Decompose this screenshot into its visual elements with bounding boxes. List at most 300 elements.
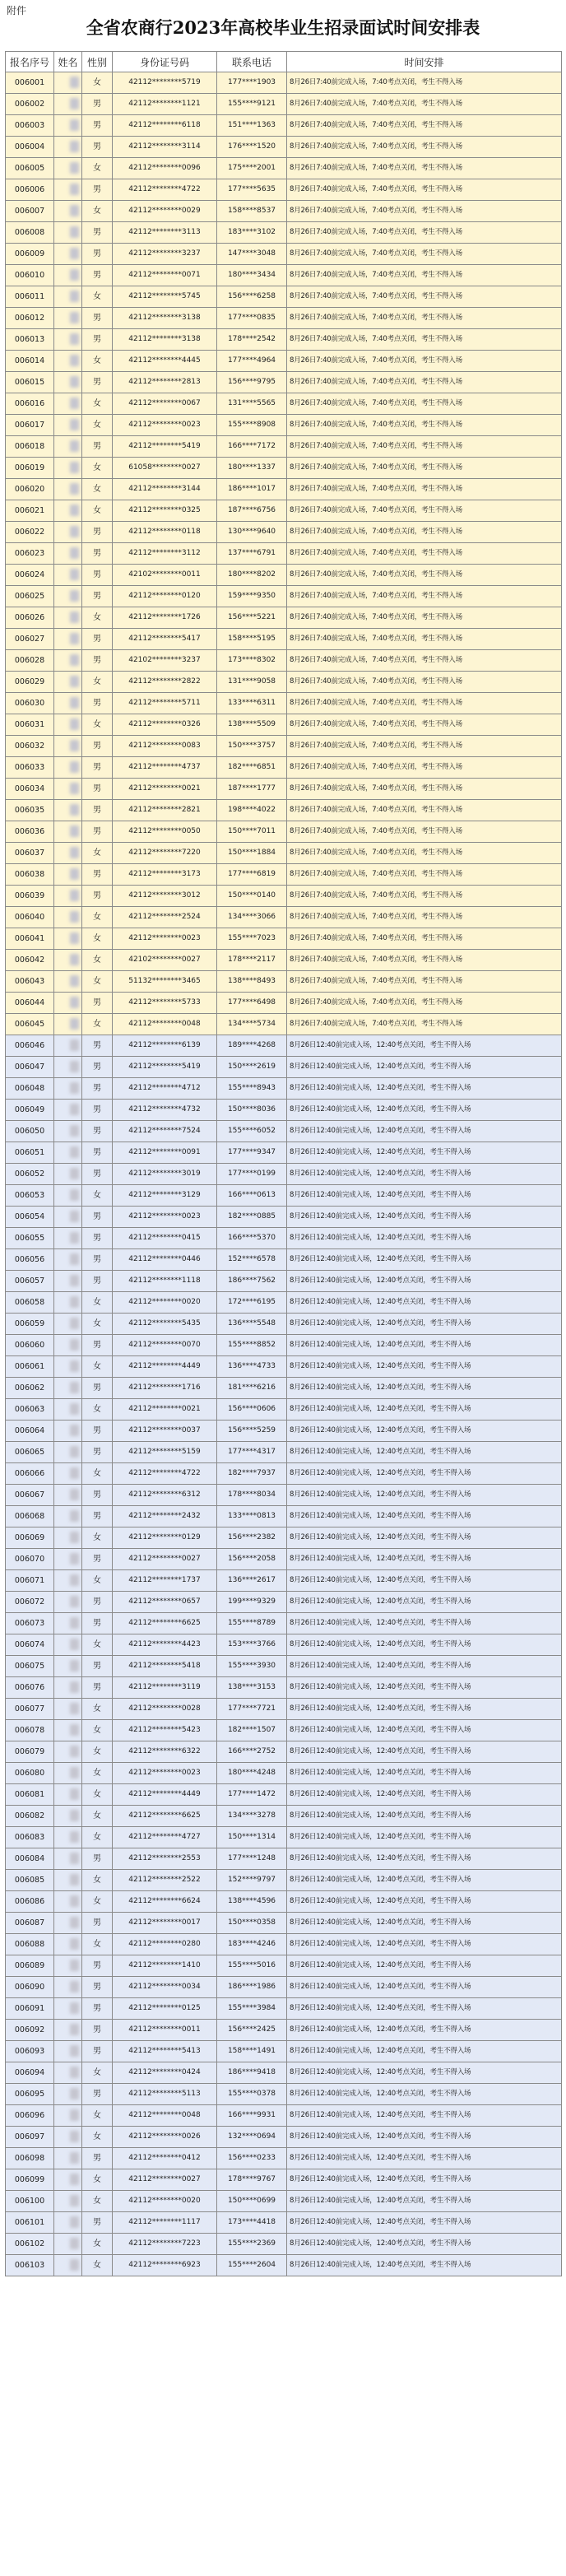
cell-id-number: 42112********2432 — [113, 1506, 217, 1527]
cell-phone: 180****3434 — [217, 265, 287, 286]
name-redaction-mark — [70, 1211, 79, 1222]
name-redaction-mark — [70, 1275, 79, 1286]
cell-reg-no: 006018 — [6, 436, 54, 458]
cell-phone: 182****0885 — [217, 1207, 287, 1228]
cell-gender: 女 — [82, 2105, 113, 2127]
cell-id-number: 42112********0050 — [113, 821, 217, 843]
cell-name — [54, 1977, 82, 1998]
cell-phone: 138****8493 — [217, 971, 287, 993]
table-row — [6, 1763, 562, 1784]
cell-name — [54, 329, 82, 351]
cell-phone: 182****1507 — [217, 1720, 287, 1741]
cell-id-number: 42112********0023 — [113, 1763, 217, 1784]
table-row — [6, 1014, 562, 1035]
cell-gender: 女 — [82, 1570, 113, 1592]
cell-schedule: 8月26日7:40前完成入场，7:40考点关闭，考生不得入场 — [287, 714, 562, 736]
table-row — [6, 2191, 562, 2212]
name-redaction-mark — [70, 932, 79, 944]
cell-id-number: 42112********6139 — [113, 1035, 217, 1057]
name-redaction-mark — [70, 1788, 79, 1800]
cell-gender: 女 — [82, 1741, 113, 1763]
cell-schedule: 8月26日12:40前完成入场，12:40考点关闭，考生不得入场 — [287, 1527, 562, 1549]
cell-phone: 131****5565 — [217, 393, 287, 415]
cell-phone: 175****2001 — [217, 158, 287, 179]
cell-phone: 182****6851 — [217, 757, 287, 779]
cell-gender: 男 — [82, 886, 113, 907]
name-redaction-mark — [70, 312, 79, 323]
cell-reg-no: 006098 — [6, 2148, 54, 2169]
cell-phone: 180****8202 — [217, 565, 287, 586]
table-row — [6, 757, 562, 779]
cell-reg-no: 006097 — [6, 2127, 54, 2148]
name-redaction-mark — [70, 419, 79, 430]
cell-phone: 156****6258 — [217, 286, 287, 308]
cell-phone: 178****9767 — [217, 2169, 287, 2191]
name-redaction-mark — [70, 1168, 79, 1179]
cell-name — [54, 757, 82, 779]
cell-gender: 男 — [82, 2084, 113, 2105]
cell-reg-no: 006054 — [6, 1207, 54, 1228]
name-redaction-mark — [70, 2002, 79, 2014]
cell-name — [54, 1207, 82, 1228]
cell-gender: 男 — [82, 693, 113, 714]
cell-gender: 女 — [82, 2169, 113, 2191]
name-redaction-mark — [70, 1553, 79, 1565]
cell-id-number: 42112********0048 — [113, 2105, 217, 2127]
cell-reg-no: 006089 — [6, 1955, 54, 1977]
cell-schedule: 8月26日12:40前完成入场，12:40考点关闭，考生不得入场 — [287, 2255, 562, 2276]
cell-id-number: 42112********0096 — [113, 158, 217, 179]
cell-schedule: 8月26日12:40前完成入场，12:40考点关闭，考生不得入场 — [287, 1228, 562, 1249]
cell-reg-no: 006032 — [6, 736, 54, 757]
cell-reg-no: 006057 — [6, 1271, 54, 1292]
table-row — [6, 993, 562, 1014]
cell-id-number: 42112********0118 — [113, 522, 217, 543]
cell-phone: 177****6819 — [217, 864, 287, 886]
cell-name — [54, 1399, 82, 1421]
attachment-label: 附件 — [7, 5, 27, 16]
table-row — [6, 565, 562, 586]
cell-phone: 136****4733 — [217, 1356, 287, 1378]
cell-phone: 181****6216 — [217, 1378, 287, 1399]
cell-phone: 177****0199 — [217, 1164, 287, 1185]
cell-schedule: 8月26日7:40前完成入场，7:40考点关闭，考生不得入场 — [287, 329, 562, 351]
cell-schedule: 8月26日7:40前完成入场，7:40考点关闭，考生不得入场 — [287, 265, 562, 286]
cell-id-number: 42112********0011 — [113, 2020, 217, 2041]
cell-name — [54, 2148, 82, 2169]
table-row — [6, 286, 562, 308]
cell-id-number: 42112********3114 — [113, 137, 217, 158]
cell-gender: 男 — [82, 1442, 113, 1463]
cell-id-number: 42112********5419 — [113, 436, 217, 458]
cell-phone: 138****3153 — [217, 1677, 287, 1699]
cell-reg-no: 006019 — [6, 458, 54, 479]
cell-gender: 男 — [82, 308, 113, 329]
cell-gender: 女 — [82, 286, 113, 308]
cell-schedule: 8月26日7:40前完成入场，7:40考点关闭，考生不得入场 — [287, 607, 562, 629]
table-row — [6, 800, 562, 821]
cell-name — [54, 94, 82, 115]
cell-gender: 女 — [82, 2234, 113, 2255]
cell-schedule: 8月26日12:40前完成入场，12:40考点关闭，考生不得入场 — [287, 2062, 562, 2084]
name-redaction-mark — [70, 248, 79, 259]
cell-gender: 男 — [82, 2020, 113, 2041]
cell-gender: 女 — [82, 201, 113, 222]
cell-id-number: 42112********3113 — [113, 222, 217, 244]
cell-phone: 177****1248 — [217, 1848, 287, 1870]
cell-schedule: 8月26日12:40前完成入场，12:40考点关闭，考生不得入场 — [287, 1634, 562, 1656]
cell-phone: 158****1491 — [217, 2041, 287, 2062]
name-redaction-mark — [70, 226, 79, 238]
cell-gender: 男 — [82, 821, 113, 843]
cell-phone: 155****8852 — [217, 1335, 287, 1356]
cell-gender: 男 — [82, 1955, 113, 1977]
cell-reg-no: 006010 — [6, 265, 54, 286]
cell-gender: 女 — [82, 1934, 113, 1955]
cell-name — [54, 1228, 82, 1249]
cell-schedule: 8月26日12:40前完成入场，12:40考点关闭，考生不得入场 — [287, 1613, 562, 1634]
cell-schedule: 8月26日12:40前完成入场，12:40考点关闭，考生不得入场 — [287, 1207, 562, 1228]
cell-name — [54, 1527, 82, 1549]
cell-gender: 男 — [82, 1121, 113, 1142]
cell-phone: 155****0378 — [217, 2084, 287, 2105]
cell-schedule: 8月26日7:40前完成入场，7:40考点关闭，考生不得入场 — [287, 522, 562, 543]
cell-gender: 女 — [82, 415, 113, 436]
cell-gender: 女 — [82, 928, 113, 950]
cell-id-number: 42112********1121 — [113, 94, 217, 115]
table-row — [6, 672, 562, 693]
cell-gender: 女 — [82, 1827, 113, 1848]
name-redaction-mark — [70, 1253, 79, 1265]
table-row — [6, 393, 562, 415]
cell-phone: 187****1777 — [217, 779, 287, 800]
cell-name — [54, 286, 82, 308]
cell-name — [54, 522, 82, 543]
cell-schedule: 8月26日7:40前完成入场，7:40考点关闭，考生不得入场 — [287, 458, 562, 479]
cell-gender: 男 — [82, 1677, 113, 1699]
cell-gender: 男 — [82, 629, 113, 650]
cell-reg-no: 006078 — [6, 1720, 54, 1741]
cell-gender: 男 — [82, 565, 113, 586]
cell-name — [54, 265, 82, 286]
cell-gender: 男 — [82, 757, 113, 779]
name-redaction-mark — [70, 847, 79, 858]
cell-gender: 男 — [82, 779, 113, 800]
cell-id-number: 42112********3012 — [113, 886, 217, 907]
name-redaction-mark — [70, 1318, 79, 1329]
cell-reg-no: 006001 — [6, 72, 54, 94]
name-redaction-mark — [70, 718, 79, 730]
table-row — [6, 1506, 562, 1527]
cell-name — [54, 1699, 82, 1720]
cell-name — [54, 1784, 82, 1806]
cell-phone: 180****4248 — [217, 1763, 287, 1784]
cell-reg-no: 006033 — [6, 757, 54, 779]
cell-id-number: 42112********7223 — [113, 2234, 217, 2255]
cell-reg-no: 006073 — [6, 1613, 54, 1634]
cell-reg-no: 006048 — [6, 1078, 54, 1100]
cell-gender: 男 — [82, 2041, 113, 2062]
table-row — [6, 928, 562, 950]
cell-schedule: 8月26日7:40前完成入场，7:40考点关闭，考生不得入场 — [287, 179, 562, 201]
name-redaction-mark — [70, 997, 79, 1008]
name-redaction-mark — [70, 1532, 79, 1543]
cell-id-number: 42112********3237 — [113, 244, 217, 265]
name-redaction-mark — [70, 141, 79, 152]
table-row — [6, 1784, 562, 1806]
cell-phone: 156****9795 — [217, 372, 287, 393]
cell-gender: 女 — [82, 458, 113, 479]
cell-id-number: 42112********4449 — [113, 1356, 217, 1378]
cell-id-number: 42112********6625 — [113, 1806, 217, 1827]
cell-name — [54, 1634, 82, 1656]
cell-reg-no: 006021 — [6, 500, 54, 522]
cell-name — [54, 1142, 82, 1164]
cell-name — [54, 1314, 82, 1335]
name-redaction-mark — [70, 2045, 79, 2057]
cell-id-number: 42112********0034 — [113, 1977, 217, 1998]
name-redaction-mark — [70, 505, 79, 516]
name-redaction-mark — [70, 1981, 79, 1992]
cell-reg-no: 006015 — [6, 372, 54, 393]
cell-phone: 150****1884 — [217, 843, 287, 864]
cell-reg-no: 006005 — [6, 158, 54, 179]
cell-phone: 166****5370 — [217, 1228, 287, 1249]
cell-name — [54, 1549, 82, 1570]
cell-phone: 155****2369 — [217, 2234, 287, 2255]
cell-name — [54, 907, 82, 928]
cell-phone: 153****3766 — [217, 1634, 287, 1656]
table-row — [6, 265, 562, 286]
cell-gender: 男 — [82, 1421, 113, 1442]
cell-reg-no: 006093 — [6, 2041, 54, 2062]
table-row — [6, 1442, 562, 1463]
cell-name — [54, 2041, 82, 2062]
cell-phone: 166****0613 — [217, 1185, 287, 1207]
table-row — [6, 1057, 562, 1078]
cell-reg-no: 006076 — [6, 1677, 54, 1699]
table-row — [6, 1592, 562, 1613]
name-redaction-mark — [70, 2152, 79, 2164]
header-reg-no: 报名序号 — [6, 52, 54, 72]
cell-gender: 男 — [82, 1249, 113, 1271]
cell-name — [54, 1934, 82, 1955]
cell-schedule: 8月26日7:40前完成入场，7:40考点关闭，考生不得入场 — [287, 308, 562, 329]
table-row — [6, 1570, 562, 1592]
cell-phone: 151****1363 — [217, 115, 287, 137]
header-name: 姓名 — [54, 52, 82, 72]
cell-name — [54, 1827, 82, 1848]
table-row — [6, 1634, 562, 1656]
table-row — [6, 1827, 562, 1848]
cell-id-number: 42112********2522 — [113, 1870, 217, 1891]
cell-gender: 女 — [82, 1699, 113, 1720]
cell-reg-no: 006008 — [6, 222, 54, 244]
cell-reg-no: 006072 — [6, 1592, 54, 1613]
name-redaction-mark — [70, 269, 79, 281]
cell-phone: 177****9347 — [217, 1142, 287, 1164]
name-redaction-mark — [70, 376, 79, 388]
cell-reg-no: 006042 — [6, 950, 54, 971]
cell-name — [54, 1421, 82, 1442]
name-redaction-mark — [70, 590, 79, 602]
table-row — [6, 2255, 562, 2276]
cell-phone: 155****3930 — [217, 1656, 287, 1677]
cell-id-number: 42112********5733 — [113, 993, 217, 1014]
cell-gender: 男 — [82, 329, 113, 351]
cell-phone: 186****1986 — [217, 1977, 287, 1998]
cell-name — [54, 1271, 82, 1292]
cell-name — [54, 1121, 82, 1142]
cell-reg-no: 006061 — [6, 1356, 54, 1378]
cell-phone: 172****6195 — [217, 1292, 287, 1314]
page-title: 全省农商行2023年高校毕业生招录面试时间安排表 — [86, 17, 480, 38]
cell-name — [54, 1292, 82, 1314]
cell-id-number: 42112********0129 — [113, 1527, 217, 1549]
cell-id-number: 42112********5417 — [113, 629, 217, 650]
cell-name — [54, 607, 82, 629]
cell-schedule: 8月26日7:40前完成入场，7:40考点关闭，考生不得入场 — [287, 950, 562, 971]
cell-id-number: 42112********0027 — [113, 2169, 217, 2191]
name-redaction-mark — [70, 2088, 79, 2099]
cell-reg-no: 006086 — [6, 1891, 54, 1913]
cell-reg-no: 006095 — [6, 2084, 54, 2105]
table-row — [6, 115, 562, 137]
cell-phone: 198****4022 — [217, 800, 287, 821]
cell-reg-no: 006065 — [6, 1442, 54, 1463]
cell-reg-no: 006067 — [6, 1485, 54, 1506]
cell-id-number: 42112********6625 — [113, 1613, 217, 1634]
cell-schedule: 8月26日12:40前完成入场，12:40考点关闭，考生不得入场 — [287, 2105, 562, 2127]
cell-reg-no: 006085 — [6, 1870, 54, 1891]
cell-phone: 166****7172 — [217, 436, 287, 458]
table-row — [6, 1720, 562, 1741]
table-row — [6, 1527, 562, 1549]
cell-schedule: 8月26日7:40前完成入场，7:40考点关闭，考生不得入场 — [287, 886, 562, 907]
cell-name — [54, 864, 82, 886]
cell-name — [54, 672, 82, 693]
cell-phone: 199****9329 — [217, 1592, 287, 1613]
cell-schedule: 8月26日7:40前完成入场，7:40考点关闭，考生不得入场 — [287, 1014, 562, 1035]
cell-reg-no: 006025 — [6, 586, 54, 607]
cell-gender: 男 — [82, 800, 113, 821]
cell-reg-no: 006034 — [6, 779, 54, 800]
cell-schedule: 8月26日12:40前完成入场，12:40考点关闭，考生不得入场 — [287, 2234, 562, 2255]
cell-name — [54, 1249, 82, 1271]
cell-id-number: 42112********1716 — [113, 1378, 217, 1399]
cell-gender: 女 — [82, 1356, 113, 1378]
cell-phone: 159****9350 — [217, 586, 287, 607]
cell-schedule: 8月26日12:40前完成入场，12:40考点关闭，考生不得入场 — [287, 1998, 562, 2020]
cell-phone: 177****5635 — [217, 179, 287, 201]
cell-name — [54, 1506, 82, 1527]
cell-id-number: 42112********5113 — [113, 2084, 217, 2105]
cell-id-number: 42112********3144 — [113, 479, 217, 500]
cell-phone: 155****5016 — [217, 1955, 287, 1977]
table-row — [6, 1848, 562, 1870]
table-row — [6, 1271, 562, 1292]
table-row — [6, 1378, 562, 1399]
cell-gender: 女 — [82, 2255, 113, 2276]
cell-id-number: 42112********0028 — [113, 1699, 217, 1720]
cell-reg-no: 006082 — [6, 1806, 54, 1827]
cell-name — [54, 993, 82, 1014]
cell-name — [54, 500, 82, 522]
cell-name — [54, 886, 82, 907]
cell-name — [54, 800, 82, 821]
name-redaction-mark — [70, 1574, 79, 1586]
cell-phone: 150****1314 — [217, 1827, 287, 1848]
cell-reg-no: 006092 — [6, 2020, 54, 2041]
name-redaction-mark — [70, 1104, 79, 1115]
cell-schedule: 8月26日12:40前完成入场，12:40考点关闭，考生不得入场 — [287, 2041, 562, 2062]
name-redaction-mark — [70, 1403, 79, 1415]
table-row — [6, 1891, 562, 1913]
cell-id-number: 51132********3465 — [113, 971, 217, 993]
name-redaction-mark — [70, 1831, 79, 1843]
name-redaction-mark — [70, 1039, 79, 1051]
name-redaction-mark — [70, 1810, 79, 1821]
cell-reg-no: 006013 — [6, 329, 54, 351]
cell-phone: 132****0694 — [217, 2127, 287, 2148]
cell-reg-no: 006055 — [6, 1228, 54, 1249]
cell-reg-no: 006050 — [6, 1121, 54, 1142]
cell-schedule: 8月26日12:40前完成入场，12:40考点关闭，考生不得入场 — [287, 1763, 562, 1784]
table-row — [6, 843, 562, 864]
cell-reg-no: 006043 — [6, 971, 54, 993]
cell-phone: 137****6791 — [217, 543, 287, 565]
table-row — [6, 308, 562, 329]
name-redaction-mark — [70, 483, 79, 495]
cell-gender: 男 — [82, 1164, 113, 1185]
cell-id-number: 42112********4722 — [113, 1463, 217, 1485]
cell-phone: 186****9418 — [217, 2062, 287, 2084]
cell-id-number: 42112********0415 — [113, 1228, 217, 1249]
name-redaction-mark — [70, 1339, 79, 1351]
cell-name — [54, 1891, 82, 1913]
cell-phone: 150****7011 — [217, 821, 287, 843]
cell-name — [54, 1656, 82, 1677]
name-redaction-mark — [70, 2259, 79, 2271]
cell-schedule: 8月26日12:40前完成入场，12:40考点关闭，考生不得入场 — [287, 1955, 562, 1977]
table-row — [6, 650, 562, 672]
cell-gender: 男 — [82, 993, 113, 1014]
cell-phone: 138****4596 — [217, 1891, 287, 1913]
cell-phone: 152****9797 — [217, 1870, 287, 1891]
cell-name — [54, 1057, 82, 1078]
cell-id-number: 42112********2821 — [113, 800, 217, 821]
cell-name — [54, 2084, 82, 2105]
cell-id-number: 42112********5413 — [113, 2041, 217, 2062]
cell-gender: 女 — [82, 158, 113, 179]
cell-phone: 177****1903 — [217, 72, 287, 94]
cell-phone: 131****9058 — [217, 672, 287, 693]
cell-reg-no: 006066 — [6, 1463, 54, 1485]
name-redaction-mark — [70, 1703, 79, 1714]
cell-reg-no: 006049 — [6, 1100, 54, 1121]
cell-gender: 男 — [82, 1592, 113, 1613]
cell-reg-no: 006094 — [6, 2062, 54, 2084]
cell-reg-no: 006009 — [6, 244, 54, 265]
cell-schedule: 8月26日12:40前完成入场，12:40考点关闭，考生不得入场 — [287, 2127, 562, 2148]
cell-phone: 158****5195 — [217, 629, 287, 650]
cell-id-number: 42112********0446 — [113, 1249, 217, 1271]
name-redaction-mark — [70, 291, 79, 302]
cell-id-number: 42112********0657 — [113, 1592, 217, 1613]
cell-reg-no: 006068 — [6, 1506, 54, 1527]
cell-schedule: 8月26日12:40前完成入场，12:40考点关闭，考生不得入场 — [287, 1463, 562, 1485]
cell-schedule: 8月26日12:40前完成入场，12:40考点关闭，考生不得入场 — [287, 1271, 562, 1292]
